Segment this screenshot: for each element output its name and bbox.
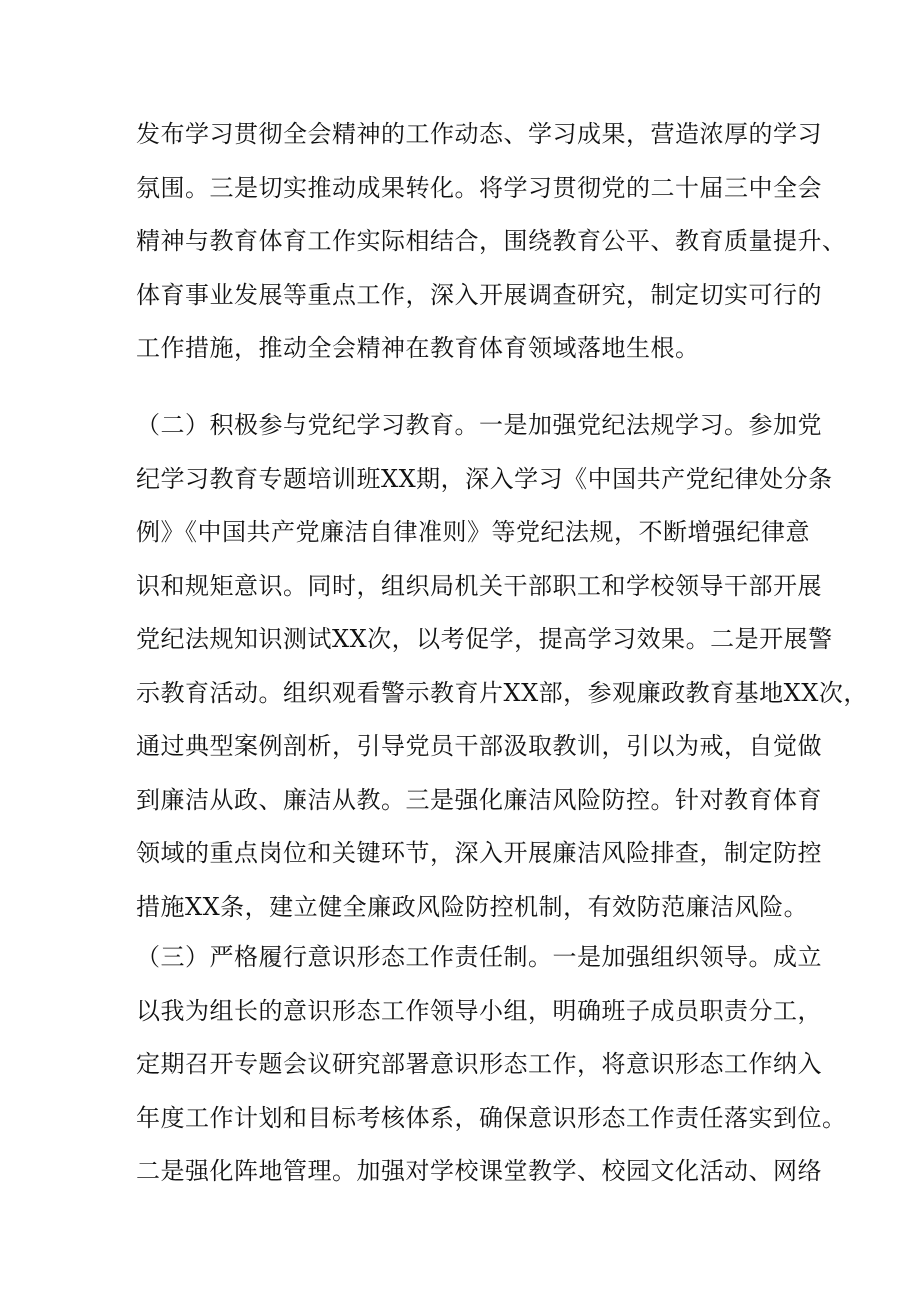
- paragraph-3: [136, 931, 847, 1199]
- paragraph-2: [136, 399, 868, 934]
- text-line: 工作措施，推动全会精神在教育体育领域落地生根。: [136, 334, 700, 362]
- text-line: 年度工作计划和目标考核体系，确保意识形态工作责任落实到位。: [136, 1103, 847, 1132]
- text-line: （三）严格履行意识形态工作责任制。一是加强组织领导。成立: [136, 943, 822, 971]
- text-line: 例》《中国共产党廉洁自律准则》等党纪法规，不断增强纪律意: [136, 518, 810, 546]
- text-line: （二）积极参与党纪学习教育。一是加强党纪法规学习。参加党: [136, 411, 822, 439]
- text-line: 发布学习贯彻全会精神的工作动态、学习成果，营造浓厚的学习: [136, 120, 822, 148]
- text-line: 定期召开专题会议研究部署意识形态工作，将意识形态工作纳入: [136, 1050, 822, 1078]
- text-line: 体育事业发展等重点工作，深入开展调查研究，制定切实可行的: [136, 280, 822, 309]
- text-line: 识和规矩意识。同时，组织局机关干部职工和学校领导干部开展: [136, 571, 822, 600]
- text-line: 精神与教育体育工作实际相结合，围绕教育公平、教育质量提升、: [136, 227, 847, 255]
- text-line: 到廉洁从政、廉洁从教。三是强化廉洁风险防控。针对教育体育: [136, 785, 822, 814]
- text-line: 以我为组长的意识形态工作领导小组，明确班子成员职责分工，: [136, 996, 822, 1025]
- text-line: 示教育活动。组织观看警示教育片XX部，参观廉政教育基地XX次，: [136, 678, 868, 707]
- text-line: 措施XX条，建立健全廉政风险防控机制，有效防范廉洁风险。: [136, 892, 809, 921]
- text-line: 通过典型案例剖析，引导党员干部汲取教训，引以为戒，自觉做: [136, 732, 822, 760]
- text-line: 领域的重点岗位和关键环节，深入开展廉洁风险排查，制定防控: [136, 839, 822, 867]
- text-line: 党纪法规知识测试XX次，以考促学，提高学习效果。二是开展警: [136, 625, 833, 653]
- text-line: 氛围。三是切实推动成果转化。将学习贯彻党的二十届三中全会: [136, 173, 822, 202]
- text-line: 二是强化阵地管理。加强对学校课堂教学、校园文化活动、网络: [136, 1157, 822, 1185]
- text-line: 纪学习教育专题培训班XX期，深入学习《中国共产党纪律处分条: [136, 464, 833, 493]
- paragraph-1: [136, 108, 847, 376]
